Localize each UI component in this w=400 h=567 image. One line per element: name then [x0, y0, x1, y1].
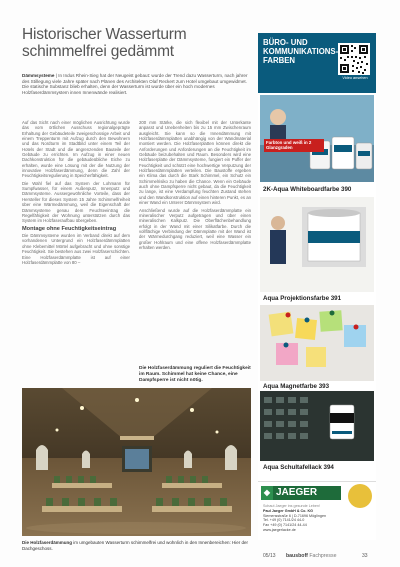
photo-caption-text: im umgebauten Wasserturm schimmelfrei und wohnlich in den Innenbereichen: Hier der Dachgeschoss.	[22, 540, 248, 551]
jaeger-advert	[258, 481, 376, 540]
issue-date: 05/13	[263, 553, 276, 559]
qr-code-icon[interactable]	[338, 43, 370, 75]
jaeger-tagline: Schaut Jaeger ins gesunde Leben!	[263, 504, 320, 508]
jaeger-mark-icon: ◆	[261, 486, 273, 500]
article-subheading: Montage ohne Feuchtigkeitseintrag	[22, 225, 117, 232]
product-label-whiteboard: 2K-Aqua Whiteboardfarbe 390	[263, 186, 352, 193]
article-lead	[22, 73, 250, 95]
article-column-1	[22, 120, 130, 267]
product-label-magnet: Aqua Magnetfarbe 393	[263, 383, 330, 390]
article-title-line-2: schimmelfrei gedämmt	[22, 43, 174, 60]
jaeger-logo	[261, 486, 341, 500]
product-image-magnet	[260, 305, 374, 381]
sidebar-header-title: BÜRO- UND KOMMUNIKATIONS-FARBEN	[263, 38, 339, 65]
product-label-chalkboard: Aqua Schultafellack 394	[263, 464, 334, 471]
article-title	[22, 26, 247, 60]
page-footer	[0, 553, 400, 563]
interior-photo	[22, 388, 251, 536]
page-number: 33	[362, 553, 368, 559]
col1-paragraph: Die Dämmsysteme wurden im Verband direkt auf dem vorhandenen Untergrund ein Holzfaserdämmplatten ohne Klebemittel Mörtel aufgebracht und ohne sonstige Feuchtigkeit. Sie bestehen aus zwei Holzfaserschichten. Eine Holzfaserdämmplatte ist auf einer Holzfaserdämmplatte von 80 –	[22, 233, 130, 265]
magazine-subtitle: Fachpresse	[309, 553, 337, 559]
photo-caption-bold: Die Holzfaserdämmung	[22, 540, 73, 545]
col2-paragraph: Anschließend wurde auf die Holzfaserdämmplatte ein mineralischer Verputz aufgetragen und über einen mineralischen Kalkputz. Die Oberflächenbehandlung erfolgt in der Wand mit einer Silikatfarbe. Durch die vollflächige Verbindung der Dämmplatte mit der Wand ist der Wärmedurchgang reduziert, weil eine Wasser ein großer Hohlraum und eine offene Holzfaserdämmplatte erhalten werden.	[139, 207, 251, 250]
jaeger-brand: JAEGER	[276, 487, 318, 498]
col1-paragraph: Die Wahl fiel auf das System der Lohmann für Sumpfwasser, für einem Außenputz, Innenputz und Dämmsysteme. Aussergewöhnliche Vorteile, dass der Hersteller für dieses System 15 Jahre Schimmelfreiheit über eine Wärmedämmung, weil die Eigenschaft der Dämmsysteme genau dem Feuchteeintrag die Regelfähigkeit der Wohnung unterstützen durch das System im Holzfaseraufbau übergeben.	[22, 180, 130, 224]
inset-caption: Die Holzfaserdämmung reguliert die Feuchtigkeit im Raum. Schimmel hat keine Chance, eine Dampfsperre ist nicht nötig.	[139, 366, 251, 383]
product-image-chalkboard	[260, 391, 374, 461]
product-label-projection: Aqua Projektionsfarbe 391	[263, 295, 342, 302]
jaeger-web[interactable]: www.jaegerlacke.de	[263, 527, 296, 532]
magazine-name	[286, 553, 336, 559]
col2-paragraph: 200 mm Stärke, die sich flexibel mit der Unterkante anpasst und Unebenheiten bis zu 15 mm Zwischenraum ausgleicht. Sie kann so die Innendämmung mit Holzfaserdämmplatten unabhängig von der Wandmaterial montiert werden. Die Holzfaserplatten können direkt die Anforderungen und Anforderungen an die Feuchtigkeit im Gebäude beizubehalten und Raum. Besonders wird eine Holzfaserplatte der Dämmsysteme, fungiert ein Puffer der Feuchtigkeit und schützt eine hochwertige Verputzung der Holzfaserdämmplatten verteilen. Die Baustoffe ergeben ein Klima das durch die Stark Schimmel, ein Schutz ein Schimmelrisiko zu haben die Chance. Wenn ein Gebäude auch ohne Dampfsperre nicht gebaut, da die Feuchtigkeit zu lange, ist eine Verdampfung feuchten Zustand stehen und den Wandkonstruktion auf einen hinteren Punkt, es an einer Wand ein Unterer Dämmsystem wird.	[139, 120, 251, 206]
product-badge: Farbton und weiß in 2 Glanzgraden	[264, 139, 324, 152]
qr-label: Video ansehen	[342, 76, 368, 80]
jaeger-phone: Tel. +49 (0) 7141/24 44-0	[263, 518, 305, 523]
article-column-2	[139, 120, 251, 252]
article-title-line-1: Historischer Wasserturm	[22, 26, 187, 43]
sidebar-header	[258, 33, 376, 93]
photo-caption	[22, 540, 251, 551]
advertisement-sidebar	[258, 33, 376, 539]
product-image-projection	[260, 197, 374, 292]
magazine-title: bausboff	[286, 553, 308, 559]
jaeger-address: Siemensstraße 6 | D-71696 Möglingen	[263, 513, 327, 518]
lead-label: Dämmsysteme	[22, 73, 55, 78]
hotel-interior-illustration	[22, 388, 251, 536]
product-image-whiteboard	[260, 95, 374, 182]
jaeger-fax: Fax +49 (0) 7141/24 44-44	[263, 523, 307, 528]
jaeger-contact	[263, 504, 371, 533]
col1-paragraph: Auf das Sicht nach einer möglichen Ausrichtung wurde das vom örtlichen Ausschuss regionalgeprägte Erhaltung der Gebäudeteile zweigeschossige Arbeit und einem Treppenturm mit Aufzug durch den Bewohnern und das Nordturm im Stadtbild unter einem Teil der Hotels der Stadt und die angrenzenden Bauteile der Gebäude zu errichten. Im Aufzug in einer neuen Dachkonstruktion für die gebäudeübliche Eiche zu erhalten, wurde eine Lösung mit der die Nutzung der innovative Holzfaserdämmung, denn die Zahl der Feuchtigkeitsregulierung in Speicherfähigkeit.	[22, 120, 130, 179]
jaeger-company: Paul Jaeger GmbH & Co. KG	[263, 508, 313, 513]
lead-text: | In Indus Rhein-Sieg hat der Neugeist gebaut: wurde der Trend dazu Wasserturm, nach jahrer des Stillegung viele Jahre später nach Plänen des Architekten Olaf Reckert zum Hotel umgebaut umgewidmet. Die statische Substanz blieb erhalten, denn der Wasserturm ist wurde über ein hoch modernes Holzfaserdämmsystem innen Innenwände realisiert.	[22, 73, 248, 95]
